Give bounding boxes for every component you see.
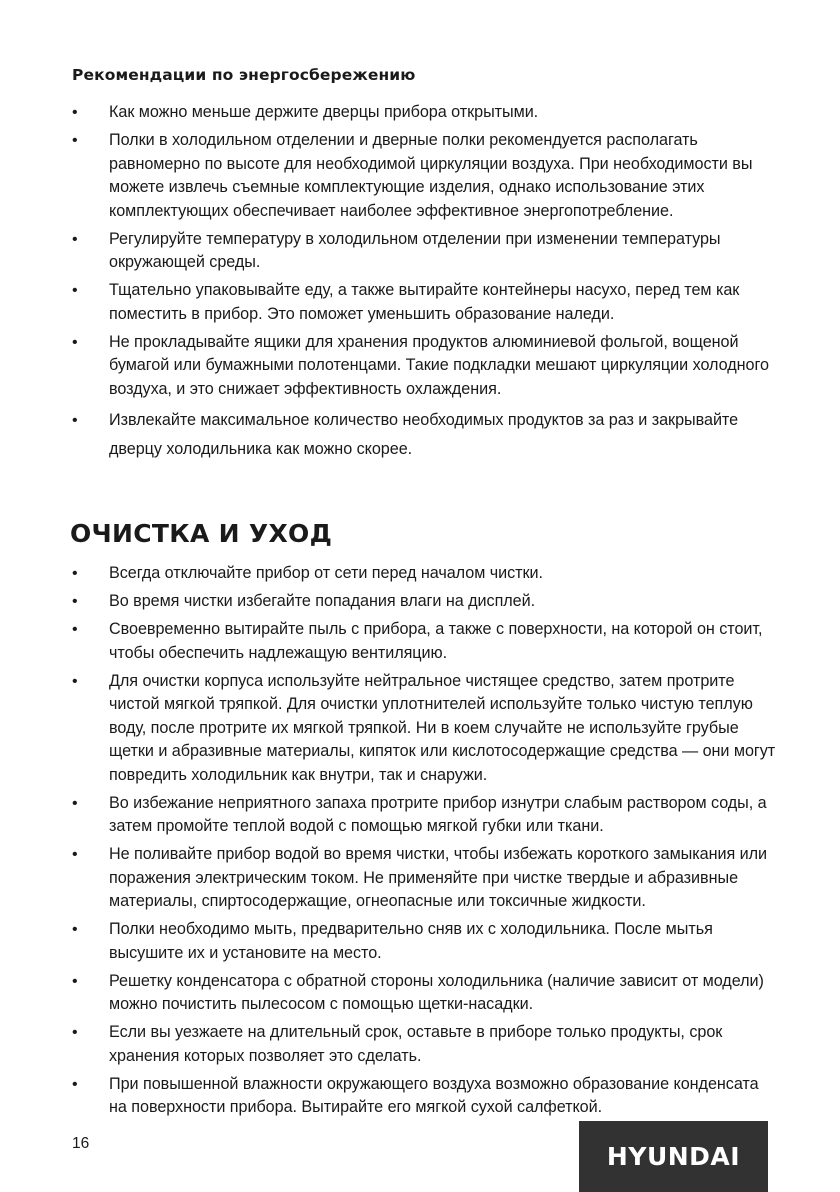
bullet-icon: • (72, 593, 78, 610)
bullet-icon: • (72, 333, 78, 351)
bullet-icon: • (72, 672, 78, 690)
energy-saving-list (0, 101, 840, 468)
bullet-icon: • (72, 1024, 78, 1041)
bullet-icon: • (72, 921, 78, 938)
list-item: • При повышенной влажности окружающего воздуха возможно образование конденсата на поверхности прибора. Вытирайте его мягкой сухой салфеткой. (72, 1074, 759, 1116)
list-item: • Решетку конденсатора с обратной стороны холодильника (наличие зависит от модели) можно почистить пылесосом с помощью щетки-насадки. (72, 971, 764, 1013)
page-number: 16 (72, 1135, 90, 1152)
list-item: • Во избежание неприятного запаха протрите прибор изнутри слабым раствором соды, а затем промойте теплой водой с помощью мягкой губки или ткани. (72, 793, 767, 835)
bullet-icon: • (72, 282, 78, 299)
brand-logo-text: HYUNDAI (606, 1142, 741, 1171)
bullet-icon: • (72, 972, 78, 990)
list-item: • Полки необходимо мыть, предварительно сняв их с холодильника. После мытья высушите их и установите на место. (72, 920, 713, 962)
list-item: • Регулируйте температуру в холодильном отделении при изменении температуры окружающей среды. (72, 229, 721, 271)
list-item: • Во время чистки избегайте попадания влаги на дисплей. (0, 590, 840, 614)
list-item: • Для очистки корпуса используйте нейтральное чистящее средство, затем протрите чистой мягкой тряпкой. Для очистки уплотнителей используйте только чистую теплую воду, после протрите их мягкой тряпкой. Ни в коем случайте не используйте грубые щетки и абразивные материалы, кипяток или кислотосодержащие средства — они могут повредить холодильник как внутри, так и снаружи. (72, 671, 776, 784)
bullet-icon: • (72, 621, 78, 638)
bullet-icon: • (72, 794, 78, 812)
bullet-icon: • (72, 846, 78, 863)
list-item: • Извлекайте максимальное количество необходимых продуктов за раз и закрывайте дверцу холодильника как можно скорее. (0, 406, 840, 464)
bullet-icon: • (72, 230, 78, 248)
list-item: • Всегда отключайте прибор от сети перед началом чистки. (0, 562, 840, 586)
bullet-icon: • (72, 411, 78, 429)
cleaning-list (0, 562, 840, 1124)
section-heading-energy-saving: Рекомендации по энергосбережению (72, 66, 416, 84)
list-item: • Своевременно вытирайте пыль с прибора, а также с поверхности, на которой он стоит, чтобы обеспечить надлежащую вентиляцию. (72, 620, 763, 662)
list-item: • Как можно меньше держите дверцы прибора открытыми. (0, 101, 840, 125)
bullet-icon: • (72, 104, 78, 121)
list-item: • Тщательно упаковывайте еду, а также вытирайте контейнеры насухо, перед тем как поместить в прибор. Это поможет уменьшить образование наледи. (72, 281, 740, 323)
list-item: • Не прокладывайте ящики для хранения продуктов алюминиевой фольгой, вощеной бумагой или бумажными полотенцами. Такие подкладки мешают циркуляции холодного воздуха, и это снижает эффективность охлаждения. (72, 332, 769, 398)
list-item: • Не поливайте прибор водой во время чистки, чтобы избежать короткого замыкания или поражения электрическим током. Не применяйте при чистке твердые и абразивные материалы, спиртосодержащие, огнеопасные или токсичные жидкости. (72, 845, 768, 910)
list-item: • Если вы уезжаете на длительный срок, оставьте в приборе только продукты, срок хранения которых позволяет это сделать. (72, 1023, 723, 1065)
bullet-icon: • (72, 132, 78, 149)
bullet-icon: • (72, 1075, 78, 1093)
bullet-icon: • (72, 565, 78, 582)
brand-logo (579, 1121, 768, 1192)
section-heading-cleaning: ОЧИСТКА И УХОД (70, 519, 333, 548)
list-item: • Полки в холодильном отделении и дверные полки рекомендуется располагать равномерно по высоте для необходимой циркуляции воздуха. При необходимости вы можете извлечь съемные комплектующие изделия, однако использование этих комплектующих обеспечивает наиболее эффективное энергопотребление. (72, 131, 753, 220)
